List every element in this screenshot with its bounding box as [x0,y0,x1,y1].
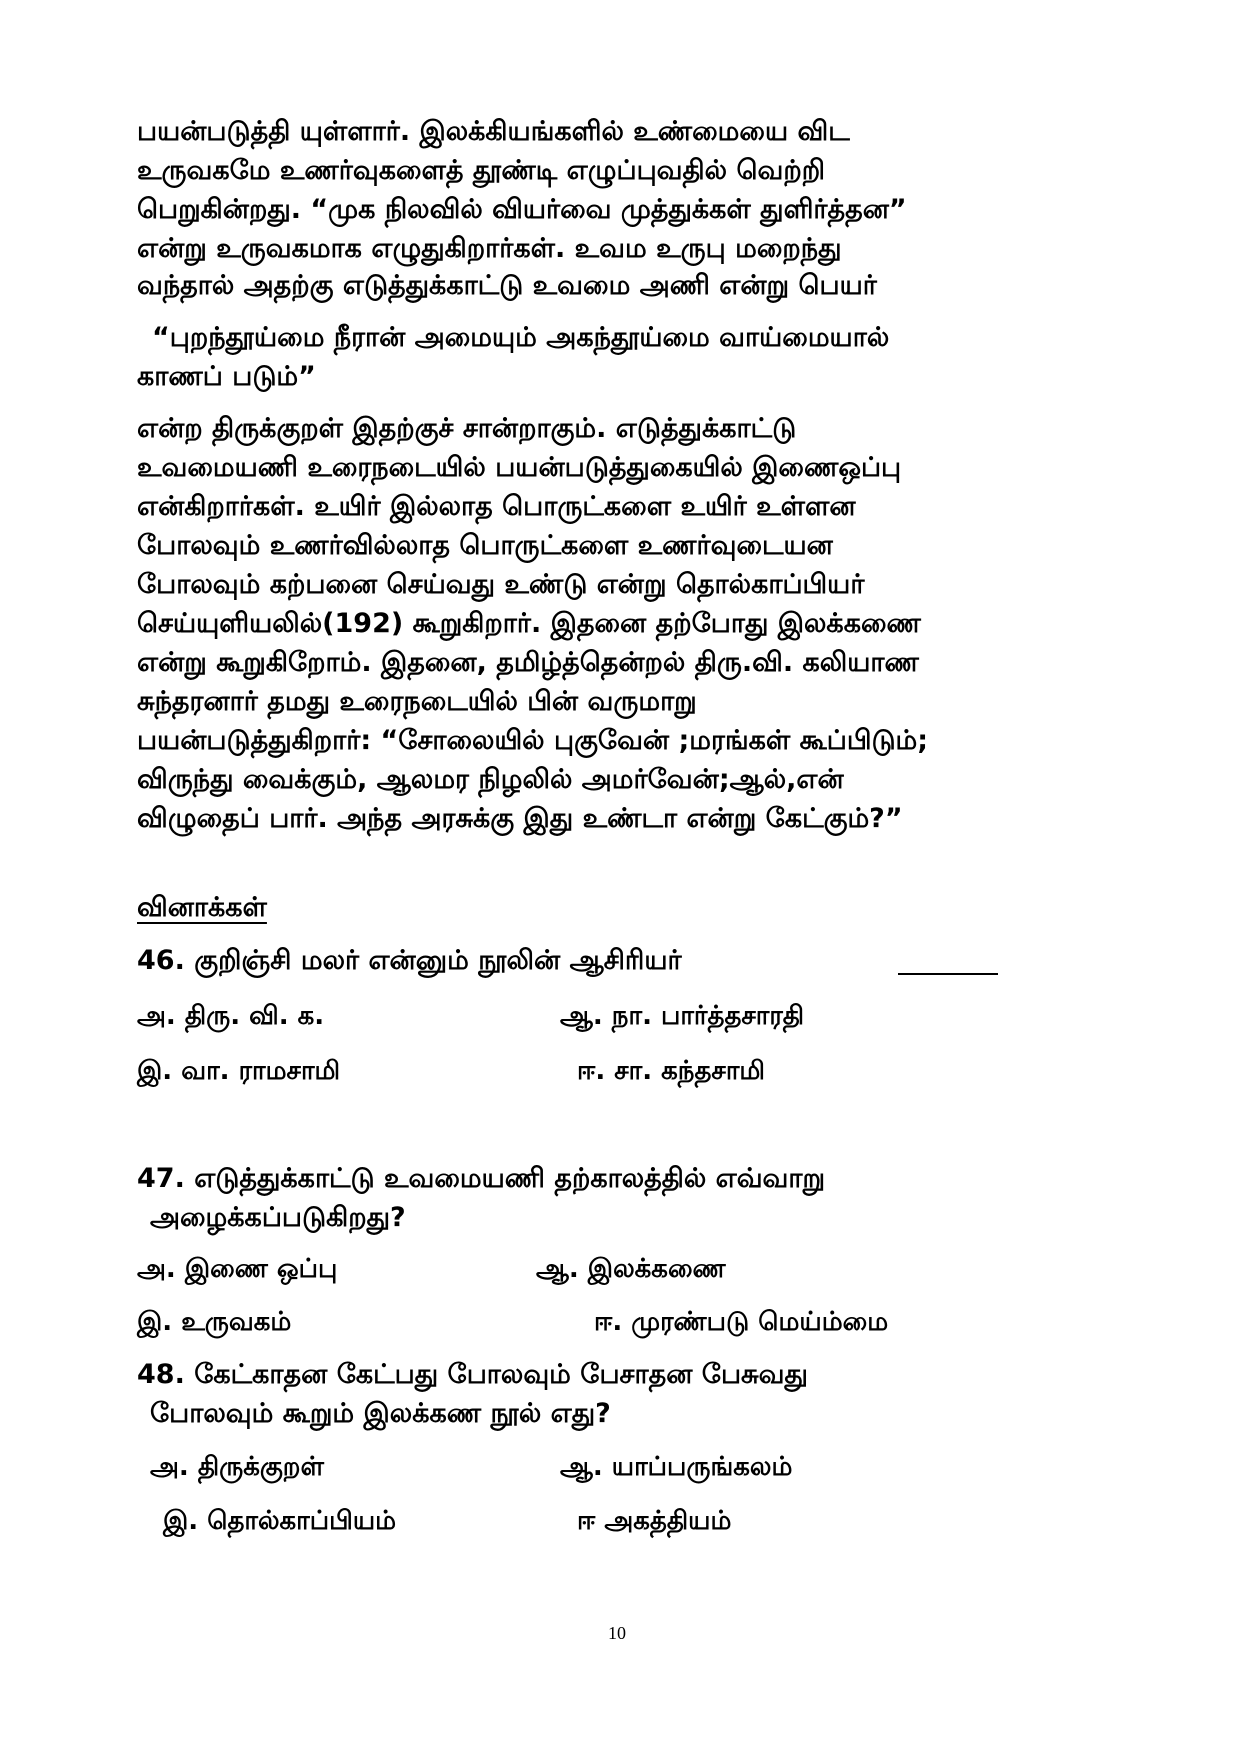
questions-heading: வினாக்கள் [137,892,267,923]
q47-option-a: அ. இணை ஒப்பு [137,1254,338,1284]
paragraph-line: போலவும் கற்பனை செய்வது உண்டு என்று தொல்காப்பியர் [137,569,865,600]
paragraph-line: என்று கூறுகிறோம். இதனை, தமிழ்த்தென்றல் திரு.வி. கலியாண [137,647,919,678]
paragraph-line: சுந்தரனார் தமது உரைநடையில் பின் வருமாறு [137,686,697,717]
page-number: 10 [608,1623,626,1643]
q48-option-c: இ. தொல்காப்பியம் [163,1506,397,1536]
paragraph-line: என்ற திருக்குறள் இதற்குச் சான்றாகும். எடுத்துக்காட்டு [137,413,797,444]
paragraph-line: என்று உருவகமாக எழுதுகிறார்கள். உவம உருபு மறைந்து [137,233,842,264]
q48-option-a: அ. திருக்குறள் [150,1452,324,1482]
paragraph-line: பயன்படுத்தி யுள்ளார். இலக்கியங்களில் உண்மையை விட [137,116,850,147]
paragraph-line: போலவும் உணர்வில்லாத பொருட்களை உணர்வுடையன [137,530,833,561]
paragraph-line: பெறுகின்றது. “முக நிலவில் வியர்வை முத்துக்கள் துளிர்த்தன” [137,194,907,225]
answer-blank-line [898,973,998,975]
q46-option-b: ஆ. நா. பார்த்தசாரதி [560,1001,805,1031]
question-46: 46. குறிஞ்சி மலர் என்னும் நூலின் ஆசிரியர் [137,945,682,976]
question-47-cont: அழைக்கப்படுகிறது? [150,1202,406,1233]
kural-quote-line: காணப் படும்” [137,361,316,392]
paragraph-line: விழுதைப் பார். அந்த அரசுக்கு இது உண்டா என்று கேட்கும்?” [137,803,903,834]
paragraph-line: விருந்து வைக்கும், ஆலமர நிழலில் அமர்வேன்;ஆல்,என் [137,764,844,795]
question-47: 47. எடுத்துக்காட்டு உவமையணி தற்காலத்தில் எவ்வாறு [137,1163,826,1194]
q47-option-b: ஆ. இலக்கணை [536,1254,726,1284]
q48-option-b: ஆ. யாப்பருங்கலம் [560,1452,793,1482]
q46-option-d: ஈ. சா. கந்தசாமி [577,1056,765,1086]
paragraph-line: உருவகமே உணர்வுகளைத் தூண்டி எழுப்புவதில் வெற்றி [137,155,825,186]
paragraph-line: பயன்படுத்துகிறார்: “சோலையில் புகுவேன் ;மரங்கள் கூப்பிடும்; [137,725,929,756]
paragraph-line: என்கிறார்கள். உயிர் இல்லாத பொருட்களை உயிர் உள்ளன [137,491,856,522]
question-48: 48. கேட்காதன கேட்பது போலவும் பேசாதன பேசுவது [137,1359,808,1390]
paragraph-line: செய்யுளியலில்(192) கூறுகிறார். இதனை தற்போது இலக்கணை [137,608,921,639]
q46-option-c: இ. வா. ராமசாமி [137,1056,341,1086]
paragraph-line: வந்தால் அதற்கு எடுத்துக்காட்டு உவமை அணி என்று பெயர் [137,270,877,301]
question-48-cont: போலவும் கூறும் இலக்கண நூல் எது? [150,1398,611,1429]
q48-option-d: ஈ அகத்தியம் [577,1506,732,1536]
q46-option-a: அ. திரு. வி. க. [137,1001,325,1031]
kural-quote-line: “புறந்தூய்மை நீரான் அமையும் அகந்தூய்மை வாய்மையால் [152,322,890,353]
paragraph-line: உவமையணி உரைநடையில் பயன்படுத்துகையில் இணைஒப்பு [137,452,902,483]
q47-option-c: இ. உருவகம் [137,1307,292,1337]
q47-option-d: ஈ. முரண்படு மெய்ம்மை [594,1307,889,1337]
